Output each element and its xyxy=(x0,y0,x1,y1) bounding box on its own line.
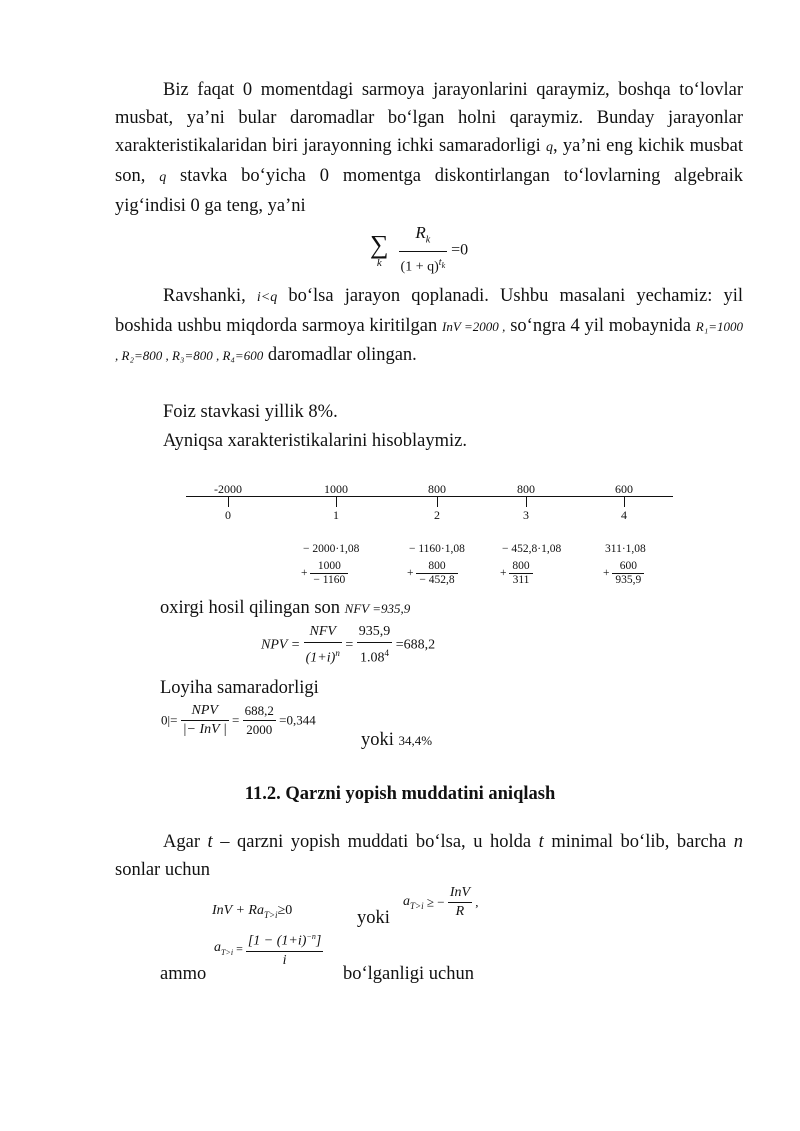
cash-flow-value: 800 xyxy=(428,482,446,496)
timeline-tick xyxy=(228,497,229,507)
calc-intro-line: Ayniqsa xarakteristikalarini hisoblaymiz. xyxy=(163,431,467,451)
period-label: 4 xyxy=(621,508,627,522)
nfv-text: oxirgi hosil qilingan son xyxy=(160,598,341,618)
nfv-value: NFV =935,9 xyxy=(344,601,411,616)
period-label: 2 xyxy=(434,508,440,522)
section-heading: 11.2. Qarzni yopish muddatini aniqlash xyxy=(244,784,556,804)
paragraph-text: Biz faqat 0 momentdagi sarmoya jarayonlarini qaraymiz, boshqa to‘lovlar musbat, ya’ni bular daromadlar bo‘lgan holni qaraymiz. Bunday jarayonlar xarakteristikalaridan biri jarayonning ichki samaradorligi xyxy=(115,80,743,156)
symbol-q: q xyxy=(159,170,167,185)
paragraph-text: stavka bo‘yicha 0 momentga diskontirlangan to‘lovlarning algebraik yig‘indisi 0 ga teng, ya’ni xyxy=(115,166,744,216)
inequality-2: $a_{T>i}$ ≥ − $\frac{\text{InV}}{R}$ , xyxy=(403,885,479,919)
timeline-tick xyxy=(624,497,625,507)
efficiency-alt: yoki 34,4% xyxy=(361,730,433,750)
cash-flow-value: 1000 xyxy=(324,482,348,496)
interest-rate-line: Foiz stavkasi yillik 8%. xyxy=(163,402,338,422)
fraction: $\frac{R_k}{(1 + q)^{t_k}}$ xyxy=(400,223,446,276)
equation-rhs: =0 xyxy=(451,241,469,259)
paragraph-text: , ya’ni eng kichik musbat son, xyxy=(115,136,744,186)
calc-step-3: − 452,8·1,08 + $\frac{800}{311}$ xyxy=(500,543,562,586)
returns-values: R₁=1000 , R₂=800 , R₃=800 , R₄=600 xyxy=(115,319,744,363)
or-word: yoki xyxy=(357,908,390,928)
timeline-tick xyxy=(526,497,527,507)
paragraph-text: so‘ngra 4 yil mobaynida xyxy=(510,316,691,336)
closing-text: bo‘lganligi uchun xyxy=(343,964,475,984)
paragraph-text: daromadlar olingan. xyxy=(267,345,417,365)
paragraph-debt-term: Agar t – qarzni yopish muddati bo‘lsa, u holda t minimal bo‘lib, barcha n sonlar uchun xyxy=(115,832,743,880)
symbol-q: q xyxy=(546,140,554,155)
condition-expression: i<q xyxy=(256,290,278,305)
inequality-1: InV + $Ra_{T>i}\ge 0$ xyxy=(212,903,293,920)
efficiency-title: Loyiha samaradorligi xyxy=(160,678,319,698)
period-label: 0 xyxy=(225,508,231,522)
calc-step-4: 311·1,08 + $\frac{600}{935,9}$ xyxy=(603,543,646,586)
period-label: 3 xyxy=(523,508,529,522)
paragraph-text: Ravshanki, xyxy=(163,286,246,306)
efficiency-percent: 34,4% xyxy=(398,733,433,748)
annuity-formula: $a_{T>i}$ = $\frac{[1 - (1+i)^{-n}]}{i}$ xyxy=(214,928,323,970)
timeline-tick xyxy=(437,497,438,507)
calc-step-1: − 2000·1,08 + $\frac{1000}{- 1160}$ xyxy=(301,543,360,586)
ammo-word: ammo xyxy=(160,964,207,984)
cash-flow-value: 800 xyxy=(517,482,535,496)
paragraph-text: bo‘lsa jarayon qoplanadi. Ushbu masalani yechamiz: yil boshida ushbu miqdorda sarmoya kiritilgan xyxy=(115,286,744,336)
nfv-line xyxy=(160,596,410,621)
npv-equation: NPV = $\frac{\text{NFV}}{(1+i)^n}$ = $\frac{935,9}{1.08^4}$ =688,2 xyxy=(261,624,436,666)
efficiency-equation: 0|= $\frac{\text{NPV}}{\text{|− InV |}}$ = $\frac{688,2}{2000}$ =0,344 xyxy=(161,703,316,737)
investment-value: InV =2000 , xyxy=(442,319,506,334)
sum-symbol: ∑ k xyxy=(370,229,389,269)
calc-step-2: − 1160·1,08 + $\frac{800}{- 452,8}$ xyxy=(407,543,465,586)
cash-flow-value: 600 xyxy=(615,482,633,496)
timeline-tick xyxy=(336,497,337,507)
period-label: 1 xyxy=(333,508,339,522)
cash-flow-value: -2000 xyxy=(214,482,242,496)
